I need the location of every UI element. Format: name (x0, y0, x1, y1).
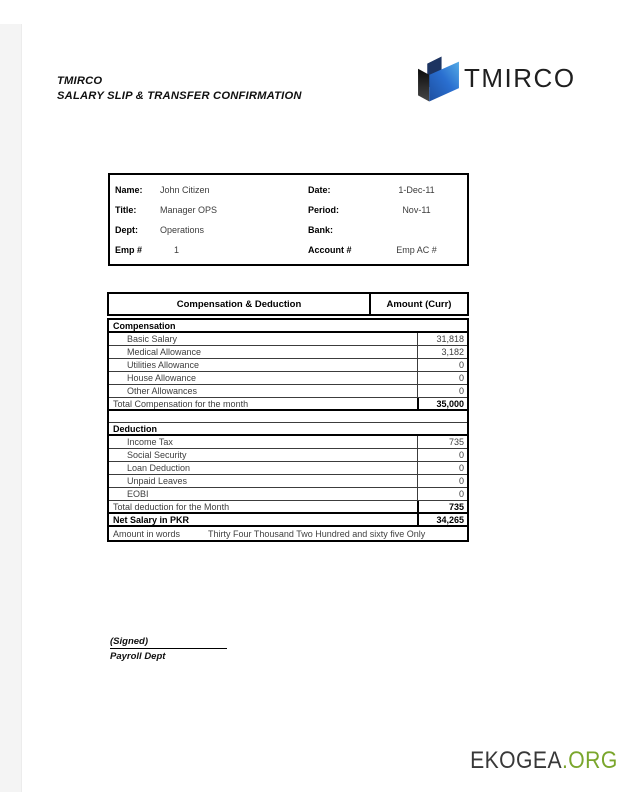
table-row (109, 475, 467, 488)
row-label: Medical Allowance (127, 347, 202, 357)
row-label: Amount in words (113, 528, 181, 539)
table-row (109, 488, 467, 501)
signature-block (110, 636, 227, 662)
company-logo (416, 54, 576, 106)
info-label-2-right: Bank: (308, 225, 334, 235)
info-value-0-right: 1-Dec-11 (398, 185, 435, 195)
header-amount-curr: Amount (Curr) (369, 294, 467, 314)
row-amount: 3,182 (417, 346, 467, 358)
salary-table-body (107, 318, 469, 542)
document-title (57, 74, 302, 103)
watermark-name: EKOGEA (470, 747, 563, 774)
info-row (110, 220, 467, 240)
info-value-3-left: 1 (174, 245, 180, 255)
row-amount: 0 (417, 488, 467, 500)
payroll-dept-label: Payroll Dept (110, 651, 166, 662)
table-row (109, 372, 467, 385)
row-amount: 34,265 (417, 514, 467, 525)
table-row (109, 333, 467, 346)
row-amount: 0 (417, 462, 467, 474)
row-label: Total Compensation for the month (113, 398, 249, 409)
row-label: Unpaid Leaves (127, 476, 188, 486)
table-row (109, 346, 467, 359)
row-label: Social Security (127, 450, 187, 460)
info-label-2-left: Dept: (115, 225, 138, 235)
table-row (109, 501, 467, 514)
info-label-1-right: Period: (308, 205, 340, 215)
row-amount: 35,000 (417, 398, 467, 409)
row-label: Income Tax (127, 437, 173, 447)
row-amount: 735 (417, 436, 467, 448)
employee-info-box (108, 173, 469, 266)
info-label-0-right: Date: (308, 185, 331, 195)
ekogea-watermark (470, 747, 618, 775)
info-row (110, 200, 467, 220)
page-left-margin-band (0, 24, 22, 792)
row-amount: 0 (417, 449, 467, 461)
table-row (109, 423, 467, 436)
salary-table (107, 292, 469, 542)
row-amount: 0 (417, 475, 467, 487)
signed-line: (Signed) (110, 636, 227, 649)
table-row (109, 436, 467, 449)
row-label: Loan Deduction (127, 463, 191, 473)
row-label: Deduction (113, 423, 157, 434)
row-amount: 0 (417, 385, 467, 397)
header-compensation-deduction: Compensation & Deduction (176, 298, 302, 310)
row-label: Other Allowances (127, 386, 198, 396)
info-value-1-right: Nov-11 (402, 205, 431, 215)
row-label: Basic Salary (127, 334, 178, 344)
table-row (109, 411, 467, 423)
info-value-1-left: Manager OPS (160, 205, 218, 215)
row-label (109, 411, 467, 422)
row-label: EOBI (127, 489, 149, 499)
salary-table-header (107, 292, 469, 316)
document-subtitle-line: SALARY SLIP & TRANSFER CONFIRMATION (57, 89, 302, 102)
row-label: Total deduction for the Month (113, 501, 230, 512)
table-row (109, 462, 467, 475)
table-row (109, 385, 467, 398)
table-row (109, 359, 467, 372)
info-value-3-right: Emp AC # (396, 245, 437, 255)
info-row (110, 180, 467, 200)
info-label-3-left: Emp # (115, 245, 143, 255)
table-row (109, 527, 467, 540)
info-label-1-left: Title: (115, 205, 137, 215)
table-row (109, 398, 467, 411)
row-amount: 0 (417, 359, 467, 371)
info-label-3-right: Account # (308, 245, 352, 255)
row-label: Net Salary in PKR (113, 514, 190, 525)
info-value-2-left: Operations (160, 225, 205, 235)
logo-cube-icon (416, 54, 461, 106)
info-label-0-left: Name: (115, 185, 143, 195)
table-row (109, 320, 467, 333)
info-row (110, 240, 467, 260)
row-amount: 31,818 (417, 333, 467, 345)
company-name-line: TMIRCO (57, 75, 103, 87)
row-label: House Allowance (127, 373, 197, 383)
amount-in-words-text: Thirty Four Thousand Two Hundred and sixty five Only (208, 528, 426, 539)
row-label: Compensation (113, 320, 176, 331)
row-label: Utilities Allowance (127, 360, 200, 370)
watermark-tld: .ORG (562, 747, 618, 774)
info-value-0-left: John Citizen (160, 185, 210, 195)
row-amount: 0 (417, 372, 467, 384)
logo-wordmark: TMIRCO (464, 62, 576, 93)
row-amount: 735 (417, 501, 467, 512)
table-row (109, 514, 467, 527)
table-row (109, 449, 467, 462)
